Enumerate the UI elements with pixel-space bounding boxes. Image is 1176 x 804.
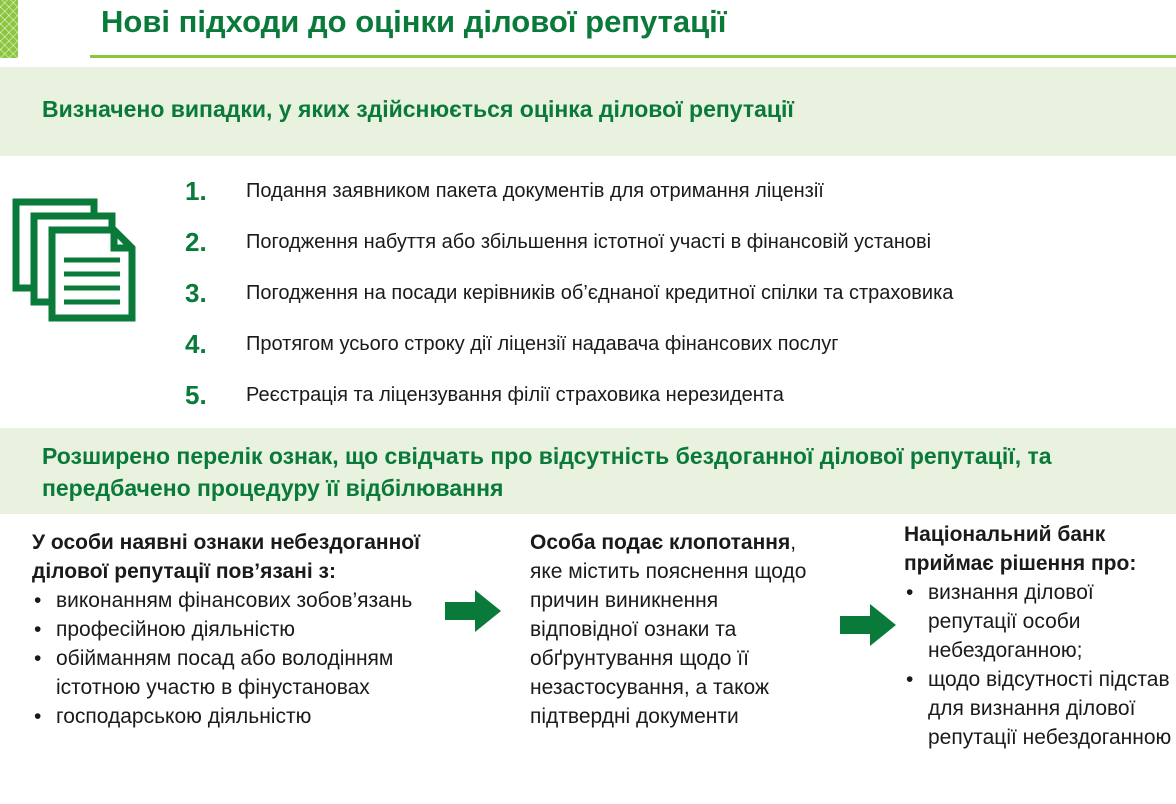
- petition-text: [530, 528, 830, 731]
- petition-bold: Особа подає клопотання: [530, 531, 791, 554]
- arrow-right-icon: [840, 604, 896, 646]
- decision-list: [904, 578, 1176, 752]
- decision-heading: Національний банк приймає рішення про:: [904, 523, 1137, 575]
- signs-list: [32, 586, 462, 731]
- list-item: • господарською діяльністю: [32, 702, 462, 731]
- petition-column: [530, 528, 830, 731]
- case-text: Погодження на посади керівників об’єднаної кредитної спілки та страховика: [246, 282, 954, 304]
- title-underline: [90, 55, 1176, 58]
- signs-heading: У особи наявні ознаки небездоганної ділової репутації пов’язані з:: [32, 531, 421, 583]
- list-item: • професійною діяльністю: [32, 615, 462, 644]
- case-text: Подання заявником пакета документів для отримання ліцензії: [246, 180, 824, 202]
- list-item: • виконанням фінансових зобов’язань: [32, 586, 462, 615]
- section2-heading: Розширено перелік ознак, що свідчать про відсутність бездоганної ділової репутації, та передбачено процедуру її відбілювання: [42, 443, 1052, 501]
- page-title: Нові підходи до оцінки ділової репутації: [101, 4, 727, 39]
- case-number: 2.: [185, 227, 207, 257]
- case-text: Погодження набуття або збільшення істотної участі в фінансовій установі: [246, 231, 932, 253]
- list-item: • обійманням посад або володінням істотною участю в фінустановах: [32, 644, 462, 702]
- case-text: Протягом усього строку дії ліцензії надавача фінансових послуг: [246, 333, 839, 355]
- corner-decoration: [0, 0, 18, 58]
- arrow-right-icon: [445, 590, 501, 632]
- list-item: • визнання ділової репутації особи небездоганною;: [904, 578, 1176, 665]
- signs-column: [32, 528, 462, 731]
- case-number: 4.: [185, 329, 207, 359]
- case-number: 1.: [185, 176, 207, 206]
- section2-header-band: [0, 428, 1176, 514]
- decision-column: [904, 520, 1176, 752]
- list-item: • щодо відсутності підстав для визнання ділової репутації небездоганною: [904, 665, 1176, 752]
- case-number: 5.: [185, 380, 207, 410]
- case-number: 3.: [185, 278, 207, 308]
- documents-icon: [12, 198, 136, 322]
- case-text: Реєстрація та ліцензування філії страховика нерезидента: [246, 384, 784, 406]
- section1-heading: Визначено випадки, у яких здійснюється оцінка ділової репутації: [42, 96, 794, 122]
- petition-rest: , яке містить пояснення щодо причин виникнення відповідної ознаки та обґрунтування щодо її незастосування, а також підтвердні документи: [530, 531, 807, 728]
- section1-header-band: [0, 67, 1176, 156]
